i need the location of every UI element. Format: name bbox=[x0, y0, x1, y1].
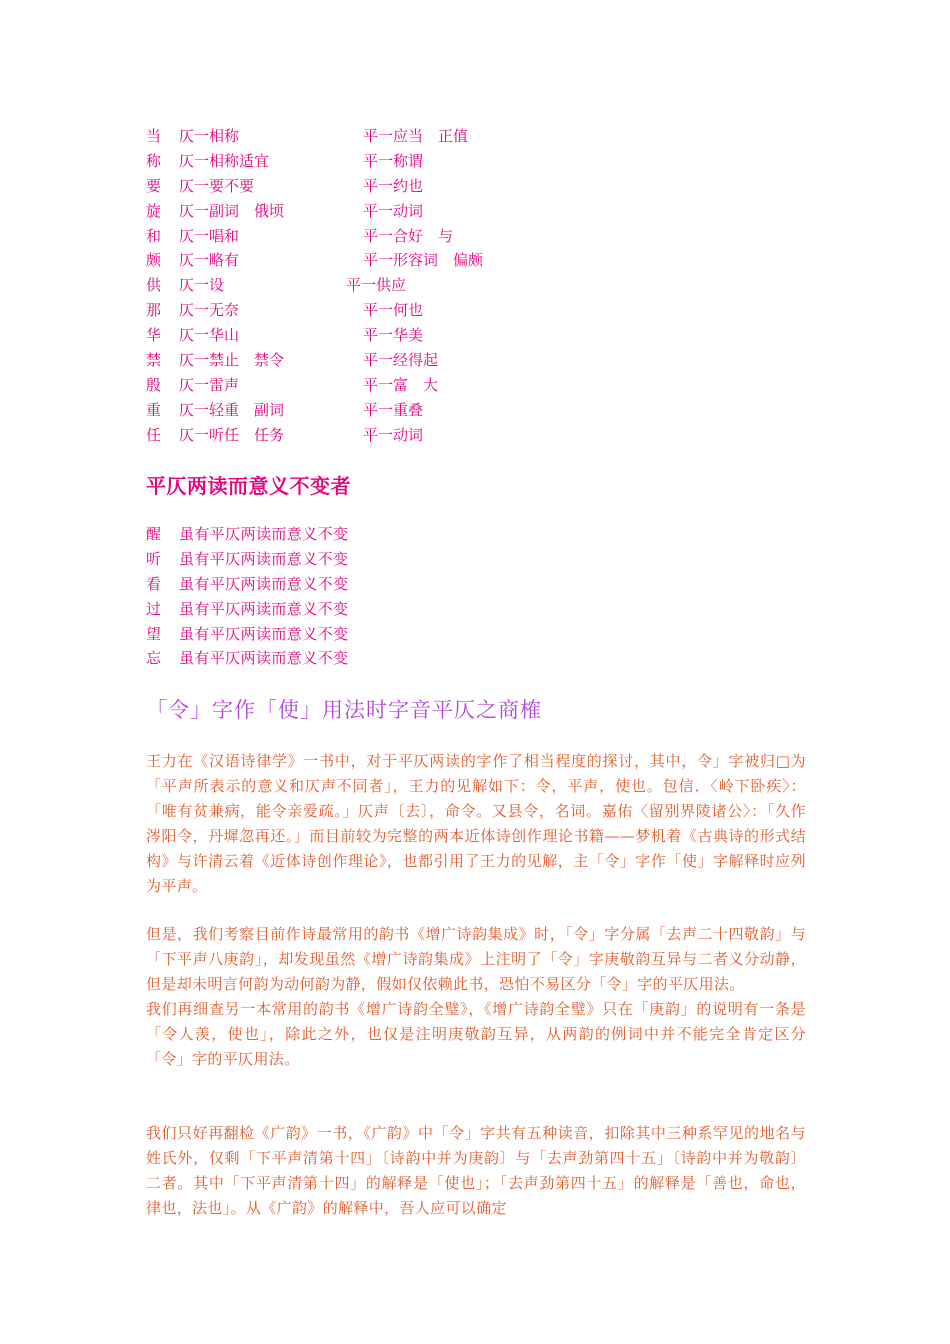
entry-ze: 仄一要不要 bbox=[179, 176, 255, 195]
entry-char: 供 bbox=[146, 276, 162, 295]
entry-char: 禁 bbox=[146, 351, 162, 370]
entry-char: 和 bbox=[146, 226, 162, 245]
entry-ping: 平一何也 bbox=[363, 301, 424, 320]
entry-char: 殷 bbox=[146, 375, 162, 394]
entry-char: 称 bbox=[146, 151, 162, 170]
entry-ze: 仄一听任 任务 bbox=[179, 425, 285, 444]
entry-ze: 仄一轻重 副词 bbox=[179, 400, 285, 419]
entry-char: 任 bbox=[146, 425, 162, 444]
entry-char: 那 bbox=[146, 301, 162, 320]
entry-char: 看 bbox=[146, 574, 162, 593]
entry-note: 虽有平仄两读而意义不变 bbox=[179, 549, 349, 568]
entry-ze: 仄一雷声 bbox=[179, 375, 240, 394]
entry-ze: 仄一略有 bbox=[179, 251, 240, 270]
entry-ze: 仄一无奈 bbox=[179, 301, 240, 320]
entry-ze: 仄一禁止 禁令 bbox=[179, 351, 285, 370]
entry-char: 望 bbox=[146, 624, 162, 643]
body-paragraph bbox=[146, 922, 806, 1073]
entry-char: 醒 bbox=[146, 525, 162, 543]
body-paragraph: 我们只好再翻检《广韵》一书，《广韵》中「令」字共有五种读音，扣除其中三种系罕见的地名与姓氏外，仅剩「下平声清第十四」〔诗韵中并为庚韵〕与「去声劲第四十五」〔诗韵中并为敬韵〕二者。其中「下平声清第十四」的解释是「使也」；「去声劲第四十五」的解释是「善也，命也，律也，法也」。从《广韵》的解释中，吾人应可以确定 bbox=[146, 1124, 806, 1218]
entry-ze: 仄一副词 俄顷 bbox=[179, 201, 285, 220]
entry-ping: 平一供应 bbox=[346, 276, 407, 295]
entry-ping: 平一富 大 bbox=[363, 375, 439, 394]
body-paragraph-part: 我们再细查另一本常用的韵书《增广诗韵全璧》，《增广诗韵全璧》只在「庚韵」的说明有一条是「令人羡，使也」，除此之外，也仅是注明庚敬韵互异，从两韵的例词中并不能完全肯定区分「令」字的平仄用法。 bbox=[146, 1000, 806, 1069]
section-heading-ling: 「令」字作「使」用法时字音平仄之商榷 bbox=[146, 698, 542, 722]
entry-note: 虽有平仄两读而意义不变 bbox=[179, 574, 349, 593]
body-paragraph-part: 但是，我们考察目前作诗最常用的韵书《增广诗韵集成》时，「令」字分属「去声二十四敬韵」与「下平声八庚韵」，却发现虽然《增广诗韵集成》上注明了「令」字庚敬韵互异与二者义分动静，但是却未明言何韵为动何韵为静，假如仅依赖此书，恐怕不易区分「令」字的平仄用法。 bbox=[146, 925, 806, 994]
entry-char: 听 bbox=[146, 549, 162, 568]
entry-ping: 平一称谓 bbox=[363, 151, 424, 170]
entry-char: 重 bbox=[146, 400, 162, 419]
entry-char: 过 bbox=[146, 599, 162, 618]
entry-ping: 平一动词 bbox=[363, 425, 424, 444]
entry-ze: 仄一相称 bbox=[179, 127, 240, 145]
entry-ze: 仄一华山 bbox=[179, 326, 240, 345]
entry-ping: 平一应当 正值 bbox=[363, 127, 469, 145]
entry-note: 虽有平仄两读而意义不变 bbox=[179, 599, 349, 618]
entry-note: 虽有平仄两读而意义不变 bbox=[179, 649, 349, 668]
entry-ping: 平一华美 bbox=[363, 326, 424, 345]
entry-ze: 仄一相称适宜 bbox=[179, 151, 270, 170]
entry-ze: 仄一唱和 bbox=[179, 226, 240, 245]
entry-note: 虽有平仄两读而意义不变 bbox=[179, 624, 349, 643]
entry-ping: 平一形容词 偏颇 bbox=[363, 251, 484, 270]
entry-char: 要 bbox=[146, 176, 162, 195]
entry-ze: 仄一设 bbox=[179, 276, 225, 295]
entry-note: 虽有平仄两读而意义不变 bbox=[179, 525, 349, 543]
entry-ping: 平一重叠 bbox=[363, 400, 424, 419]
section-heading-same-meaning: 平仄两读而意义不变者 bbox=[146, 474, 351, 498]
body-paragraph: 王力在《汉语诗律学》一书中，对于平仄两读的字作了相当程度的探讨，其中，令」字被归□为「平声所表示的意义和仄声不同者」，王力的见解如下：令，平声，使也。包信．〈岭下卧疾〉：「唯有贫兼病，能令亲爱疏。」仄声〔去〕，命令。又县令，名词。嘉佑〈留别界陵诸公〉：「久作涔阳令，丹墀忽再还。」而目前较为完整的两本近体诗创作理论书籍——梦机着《古典诗的形式结构》与许清云着《近体诗创作理论》，也都引用了王力的见解，主「令」字作「使」字解释时应列为平声。 bbox=[146, 752, 806, 896]
entry-char: 当 bbox=[146, 127, 162, 145]
entry-char: 颇 bbox=[146, 251, 162, 270]
entry-ping: 平一合好 与 bbox=[363, 226, 454, 245]
entry-ping: 平一动词 bbox=[363, 201, 424, 220]
entry-char: 华 bbox=[146, 326, 162, 345]
entry-char: 旋 bbox=[146, 201, 162, 220]
entry-char: 忘 bbox=[146, 649, 162, 668]
entry-ping: 平一经得起 bbox=[363, 351, 439, 370]
entry-ping: 平一约也 bbox=[363, 176, 424, 195]
